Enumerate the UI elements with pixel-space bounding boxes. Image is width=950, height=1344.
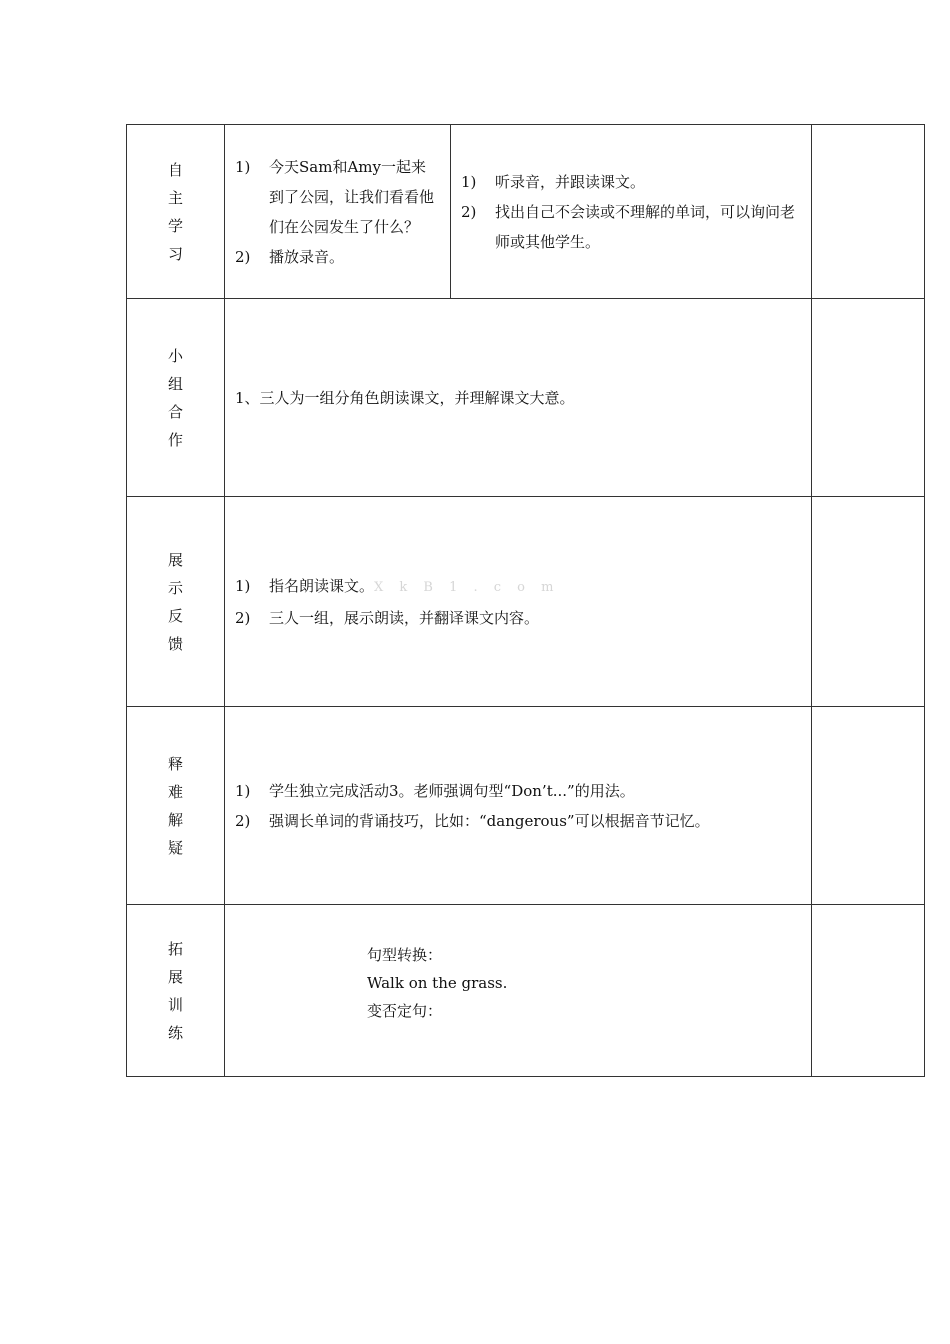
- list-item: 1) 指名朗读课文。X k B 1 . c o m: [235, 576, 560, 595]
- row-extension: [127, 905, 925, 1077]
- label-char: 训: [167, 995, 183, 1014]
- list-item: 2) 找出自己不会读或不理解的单词，可以询问老师或其他学生。: [461, 202, 796, 251]
- label-presentation: [127, 497, 225, 707]
- label-difficulties: [127, 707, 225, 905]
- notes-cell: [812, 125, 925, 299]
- exercise-line: Walk on the grass.: [367, 974, 508, 992]
- label-char: 馈: [167, 634, 183, 653]
- label-char: 练: [167, 1023, 183, 1042]
- group-work-text: 1、三人为一组分角色朗读课文，并理解课文大意。: [235, 388, 575, 407]
- label-char: 作: [167, 430, 183, 449]
- list-item: 2) 强调长单词的背诵技巧，比如：“dangerous”可以根据音节记忆。: [235, 811, 710, 830]
- watermark-text: X k B 1 . c o m: [374, 579, 560, 595]
- group-work-cell: [225, 299, 812, 497]
- label-char: 示: [167, 578, 183, 597]
- label-char: 拓: [167, 939, 183, 958]
- label-char: 疑: [167, 838, 183, 857]
- notes-cell: [812, 905, 925, 1077]
- notes-cell: [812, 299, 925, 497]
- label-char: 难: [167, 782, 183, 801]
- extension-cell: [225, 905, 812, 1077]
- list-item: 1) 学生独立完成活动3。老师强调句型“Don’t...”的用法。: [235, 781, 635, 800]
- label-char: 主: [167, 188, 183, 207]
- label-char: 展: [167, 550, 183, 569]
- label-char: 组: [167, 374, 183, 393]
- label-char: 展: [167, 967, 183, 986]
- presentation-cell: [225, 497, 812, 707]
- row-self-study: [127, 125, 925, 299]
- exercise-line: 句型转换：: [367, 946, 443, 964]
- lesson-plan-table: [126, 124, 925, 1077]
- label-char: 自: [167, 160, 183, 179]
- list-item: 2) 播放录音。: [235, 247, 345, 266]
- list-item: 1) 今天Sam和Amy一起来到了公园，让我们看看他们在公园发生了什么？: [235, 157, 435, 236]
- label-group-work: [127, 299, 225, 497]
- label-extension: [127, 905, 225, 1077]
- row-presentation: [127, 497, 925, 707]
- list-item: 2) 三人一组，展示朗读，并翻译课文内容。: [235, 608, 540, 627]
- list-item: 1) 听录音，并跟读课文。: [461, 172, 646, 191]
- notes-cell: [812, 497, 925, 707]
- row-difficulties: [127, 707, 925, 905]
- exercise-line: 变否定句：: [367, 1002, 443, 1020]
- label-char: 反: [167, 606, 183, 625]
- label-char: 习: [167, 244, 183, 263]
- label-char: 合: [167, 402, 183, 421]
- student-activity-cell: [451, 125, 812, 299]
- teacher-activity-cell: [225, 125, 451, 299]
- lesson-plan-page: [126, 124, 924, 1077]
- label-char: 学: [167, 216, 183, 235]
- label-char: 小: [167, 346, 183, 365]
- notes-cell: [812, 707, 925, 905]
- label-char: 释: [167, 754, 183, 773]
- label-self-study: [127, 125, 225, 299]
- difficulties-cell: [225, 707, 812, 905]
- label-char: 解: [167, 810, 183, 829]
- row-group-work: [127, 299, 925, 497]
